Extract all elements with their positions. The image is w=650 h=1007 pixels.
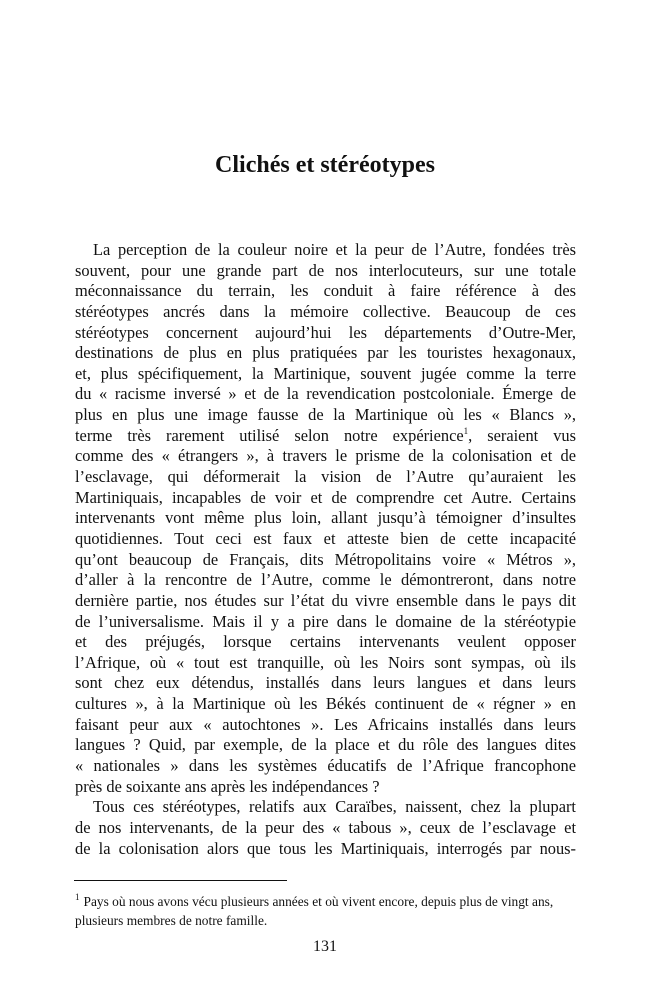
text-line: et des préjugés, lorsque certains intervenants veulent opposer: [75, 632, 576, 652]
text-line: intervenants vont même plus loin, allant jusqu’à témoigner d’insultes: [75, 508, 576, 528]
footnote-reference[interactable]: 1: [463, 425, 469, 436]
text-line: méconnaissance du terrain, les conduit à faire référence à des: [75, 281, 576, 301]
text-line: plus en plus une image fausse de la Martinique où les « Blancs »,: [75, 405, 576, 425]
footnote: [75, 888, 577, 930]
text-segment: , seraient vus: [468, 425, 576, 445]
text-line-with-footnote: [75, 426, 576, 447]
text-line: Martiniquais, incapables de voir et de comprendre cet Autre. Certains: [75, 487, 576, 507]
text-line: souvent, pour une grande part de nos interlocuteurs, sur une totale: [75, 260, 576, 280]
text-line: et, plus spécifiquement, la Martinique, souvent jugée comme la terre: [75, 363, 576, 383]
page-number: 131: [313, 938, 337, 955]
text-line: près de soixante ans après les indépendances ?: [75, 776, 380, 796]
text-line: langues ? Quid, par exemple, de la place et du rôle des langues dites: [75, 735, 576, 755]
text-line: l’Afrique, où « tout est tranquille, où les Noirs sont sympas, où ils: [75, 652, 576, 672]
text-segment: terme très rarement utilisé selon notre expérience: [75, 425, 464, 445]
text-line: stéréotypes concernent aujourd’hui les départements d’Outre-Mer,: [75, 322, 576, 342]
text-line: d’aller à la rencontre de l’Autre, comme le démontreront, dans notre: [75, 570, 576, 590]
text-line: sont chez eux détendus, installés dans leurs langues et dans leurs: [75, 673, 576, 693]
footnote-divider: [74, 880, 287, 881]
chapter-title: Clichés et stéréotypes: [215, 152, 435, 178]
footnote-number: 1: [75, 892, 80, 902]
text-line: faisant peur aux « autochtones ». Les Africains installés dans leurs: [75, 714, 576, 734]
text-line: cultures », à la Martinique où les Békés continuent de « régner » en: [75, 694, 576, 714]
text-line: La perception de la couleur noire et la peur de l’Autre, fondées très: [93, 240, 576, 259]
footnote-text: Pays où nous avons vécu plusieurs années et où vivent encore, depuis plus de vingt ans, plusieurs membres de notre famille.: [75, 894, 554, 928]
text-line: l’esclavage, qui déformerait la vision de l’Autre qu’auraient les: [75, 467, 576, 487]
text-line: du « racisme inversé » et de la revendication postcoloniale. Émerge de: [75, 384, 576, 404]
text-line: qu’ont beaucoup de Français, dits Métropolitains voire « Métros »,: [75, 549, 576, 569]
text-line: stéréotypes ancrés dans la mémoire collective. Beaucoup de ces: [75, 301, 576, 321]
text-line: de l’universalisme. Mais il y a pire dans le domaine de la stéréotypie: [75, 611, 576, 631]
text-line: Tous ces stéréotypes, relatifs aux Caraïbes, naissent, chez la plupart: [93, 797, 576, 817]
text-line: dernière partie, nos études sur l’état du vivre ensemble dans le pays dit: [75, 590, 576, 610]
text-line: destinations de plus en plus pratiquées par les touristes hexagonaux,: [75, 343, 576, 363]
text-line: « nationales » dans les systèmes éducatifs de l’Afrique francophone: [75, 756, 576, 776]
body-text: [75, 240, 576, 859]
text-line: quotidiennes. Tout ceci est faux et atteste bien de cette incapacité: [75, 528, 576, 548]
text-line: de la colonisation alors que tous les Martiniquais, interrogés par nous-: [75, 838, 576, 858]
text-line: de nos intervenants, de la peur des « tabous », ceux de l’esclavage et: [75, 817, 576, 837]
text-line: comme des « étrangers », à travers le prisme de la colonisation et de: [75, 446, 576, 466]
